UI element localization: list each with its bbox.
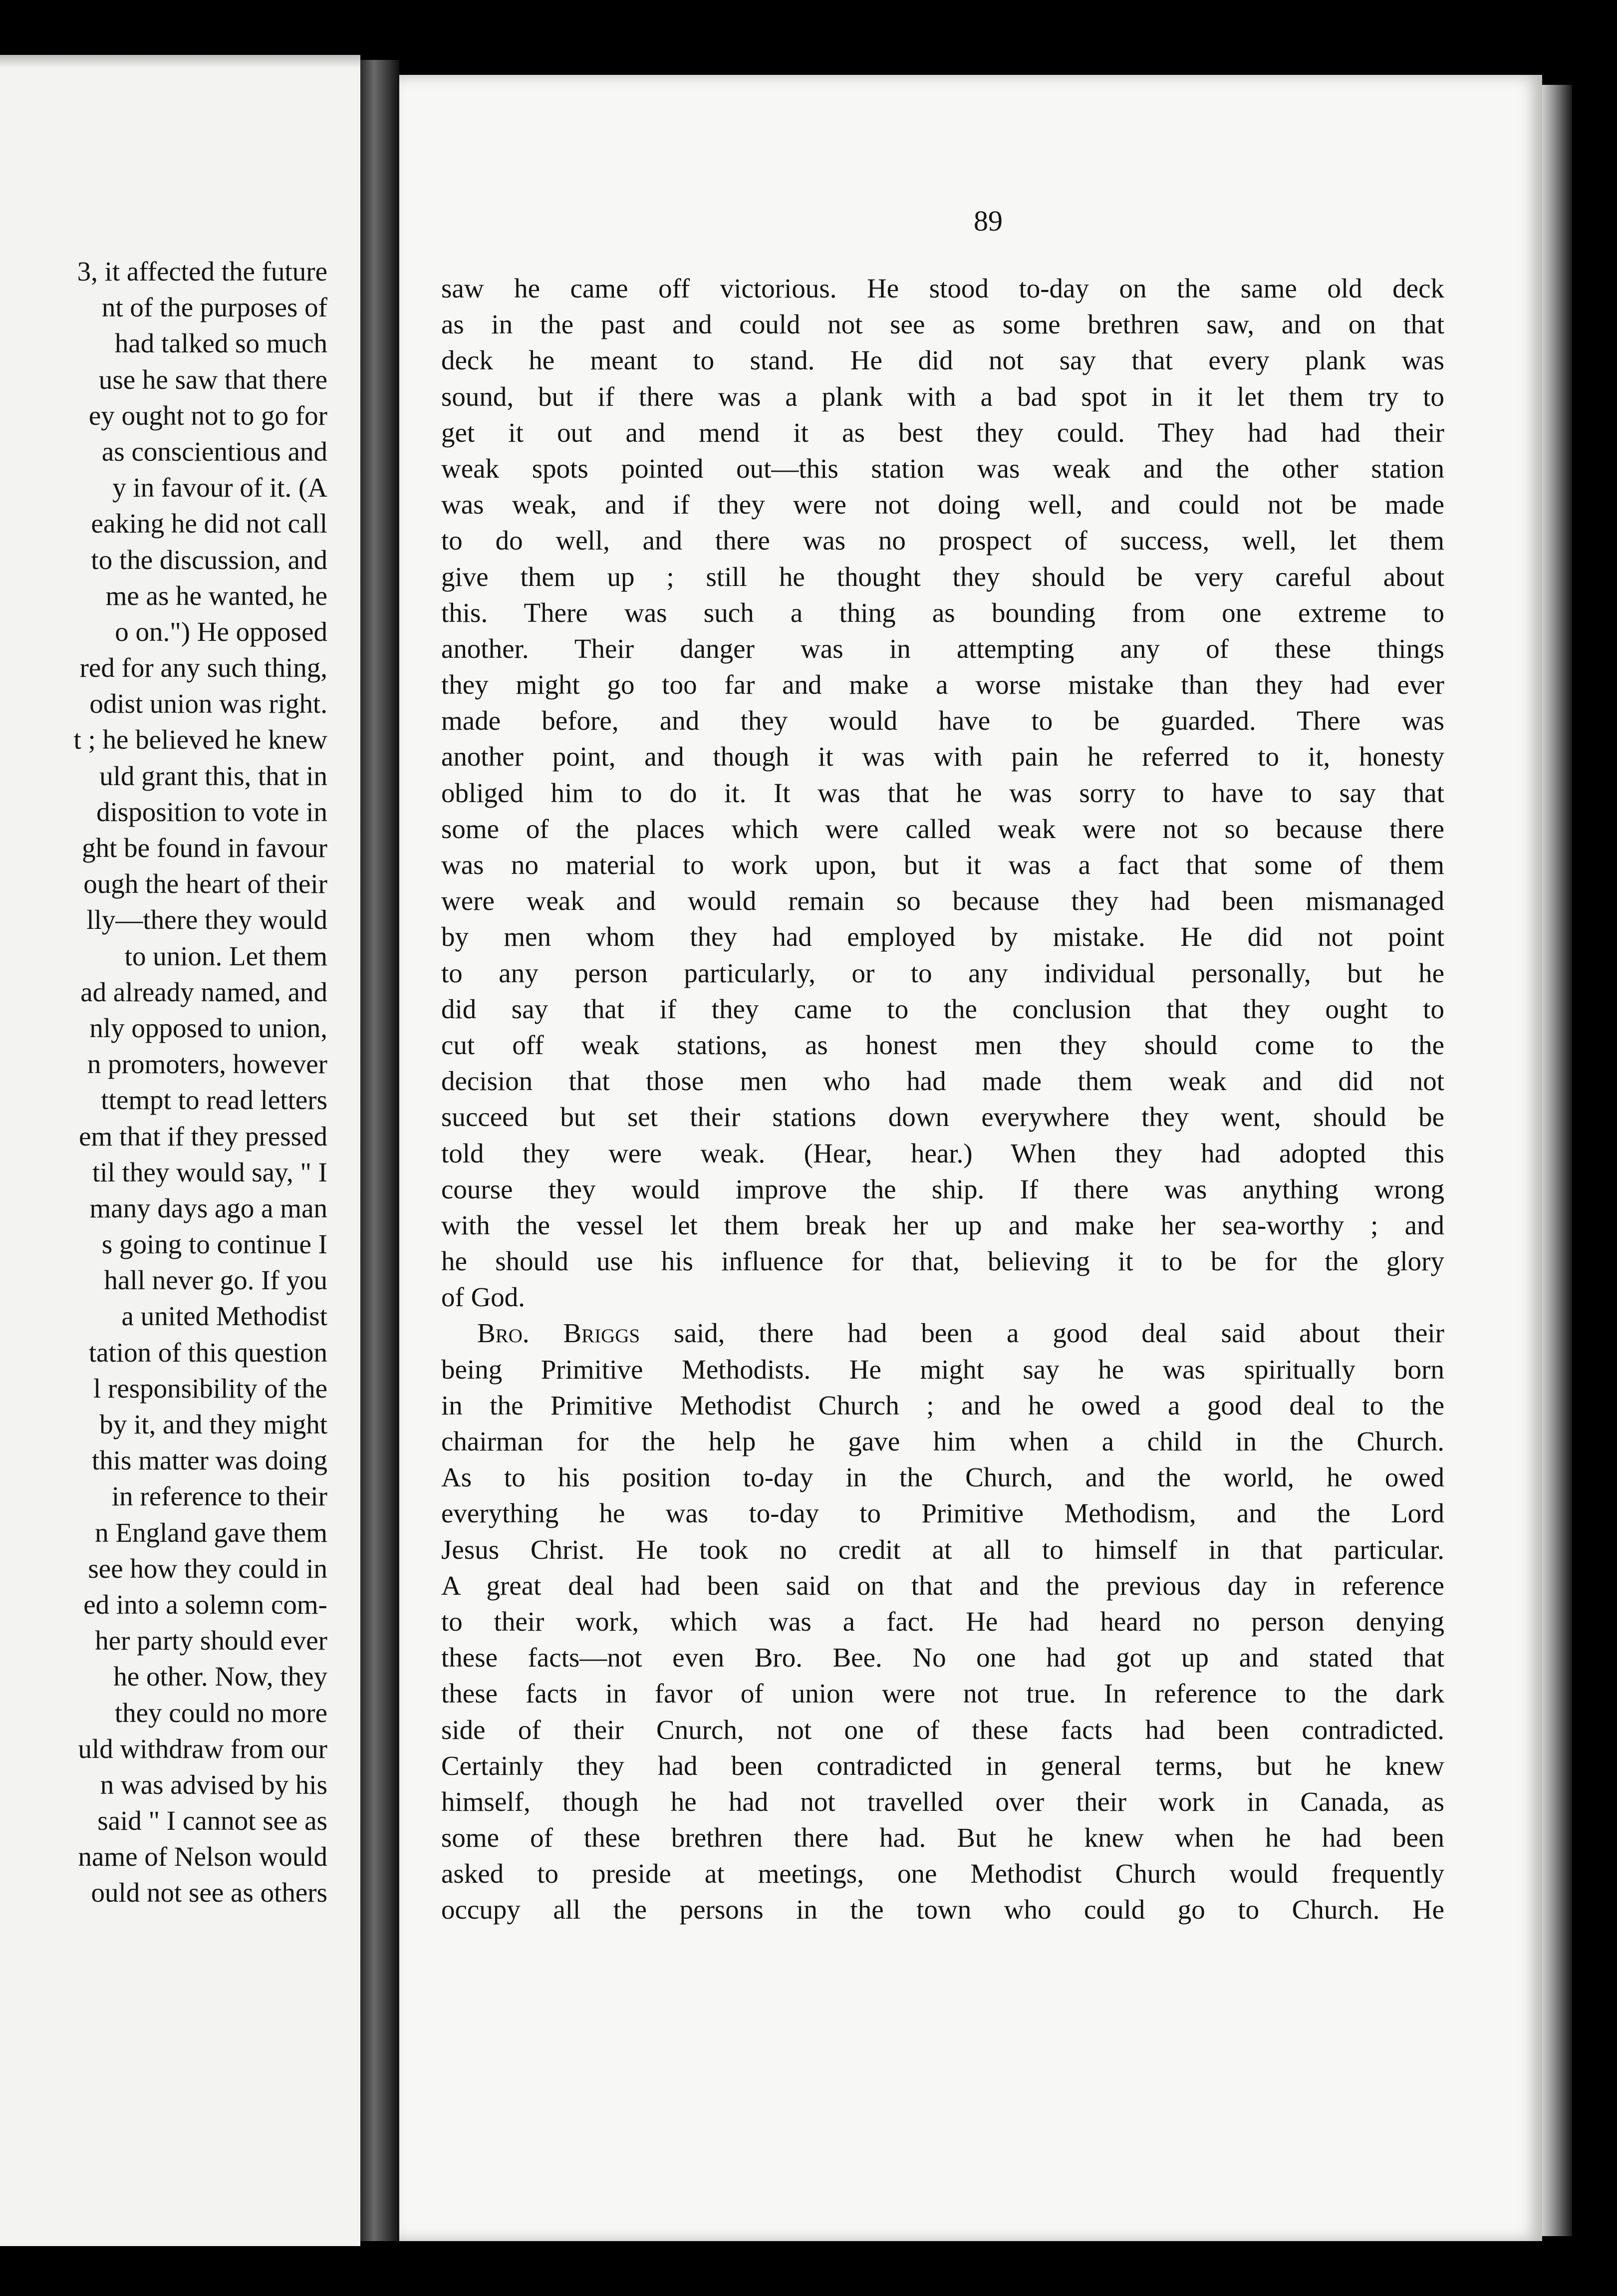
text-line: Jesus Christ. He took no credit at all to himself in that particular.	[441, 1534, 1444, 1565]
text-line: of God.	[441, 1282, 526, 1313]
text-line: told they were weak. (Hear, hear.) When they had adopted this	[441, 1138, 1444, 1168]
text-line: by men whom they had employed by mistake. He did not point	[441, 921, 1444, 952]
left-page-top-edge	[0, 55, 360, 68]
speaker-line-rest: said, there had been a good deal said about their	[640, 1318, 1444, 1349]
text-line: side of their Cnurch, not one of these facts had been contradicted.	[441, 1714, 1444, 1745]
text-line: with the vessel let them break her up and make her sea-worthy ; and	[441, 1209, 1444, 1240]
text-line: As to his position to-day in the Church, and the world, he owed	[441, 1462, 1444, 1493]
text-line: was no material to work upon, but it was a fact that some of them	[441, 850, 1444, 880]
text-line: these facts—not even Bro. Bee. No one had got up and stated that	[441, 1642, 1444, 1673]
text-line: n England gave them	[95, 1517, 327, 1548]
text-line: o on.") He opposed	[115, 616, 327, 647]
text-line: succeed but set their stations down everywhere they went, should be	[441, 1102, 1444, 1133]
left-page-text	[0, 254, 327, 1911]
text-line: to any person particularly, or to any individual personally, but he	[441, 957, 1444, 988]
text-line: asked to preside at meetings, one Methodist Church would frequently	[441, 1858, 1444, 1889]
right-page	[399, 75, 1542, 2241]
text-line: ey ought not to go for	[88, 400, 327, 431]
text-line: in reference to their	[111, 1481, 327, 1512]
text-line: decision that those men who had made them weak and did not	[441, 1066, 1444, 1097]
text-line: ough the heart of their	[83, 868, 327, 899]
text-line	[441, 1315, 1444, 1351]
text-line: ad already named, and	[80, 976, 327, 1007]
text-line: ould not see as others	[91, 1877, 327, 1908]
text-line: these facts in favor of union were not true. In reference to the dark	[441, 1678, 1444, 1709]
text-line: they could no more	[114, 1697, 327, 1728]
text-line: occupy all the persons in the town who could go to Church. He	[441, 1894, 1444, 1925]
text-line: as conscientious and	[101, 436, 327, 467]
left-page	[0, 55, 360, 2246]
text-line: eaking he did not call	[91, 508, 327, 539]
text-line: hall never go. If you	[104, 1265, 327, 1296]
text-line: y in favour of it. (A	[112, 472, 327, 503]
text-line: many days ago a man	[89, 1192, 327, 1223]
text-line: uld grant this, that in	[99, 760, 327, 791]
text-line: by it, and they might	[99, 1409, 327, 1439]
text-line: weak spots pointed out—this station was weak and the other station	[441, 453, 1444, 484]
text-line: give them up ; still he thought they should be very careful about	[441, 561, 1444, 592]
text-line: a united Methodist	[121, 1301, 327, 1332]
text-line: n was advised by his	[100, 1769, 327, 1800]
text-line: l responsibility of the	[93, 1373, 327, 1404]
text-line: another point, and though it was with pain he referred to it, honesty	[441, 741, 1444, 772]
text-line: odist union was right.	[89, 688, 327, 719]
text-line: cut off weak stations, as honest men they should come to the	[441, 1029, 1444, 1060]
text-line: some of these brethren there had. But he knew when he had been	[441, 1822, 1444, 1853]
text-line: this. There was such a thing as bounding from one extreme to	[441, 597, 1444, 628]
text-line: em that if they pressed	[79, 1121, 327, 1151]
page-body	[441, 271, 1444, 1928]
text-line: had talked so much	[114, 328, 327, 359]
text-line: 3, it affected the future	[77, 256, 327, 287]
text-line: did say that if they came to the conclusion that they ought to	[441, 993, 1444, 1024]
text-line: red for any such thing,	[79, 652, 327, 683]
text-line: said " I cannot see as	[97, 1805, 327, 1836]
text-line: this matter was doing	[91, 1445, 327, 1476]
page-number: 89	[974, 205, 1003, 237]
text-line: get it out and mend it as best they could. They had had their	[441, 417, 1444, 448]
text-line: course they would improve the ship. If there was anything wrong	[441, 1173, 1444, 1204]
text-line: made before, and they would have to be guarded. There was	[441, 705, 1444, 736]
text-line: ttempt to read letters	[101, 1085, 327, 1116]
text-line: to their work, which was a fact. He had heard no person denying	[441, 1606, 1444, 1637]
text-line: he other. Now, they	[113, 1661, 327, 1692]
text-line: uld withdraw from our	[78, 1733, 327, 1764]
text-line: see how they could in	[88, 1553, 327, 1584]
text-line: as in the past and could not see as some brethren saw, and on that	[441, 309, 1444, 340]
speaker-name: Bro. Briggs	[477, 1318, 640, 1349]
text-line: nt of the purposes of	[101, 292, 327, 323]
text-line: obliged him to do it. It was that he was sorry to have to say that	[441, 777, 1444, 808]
text-line: til they would say, " I	[92, 1156, 327, 1187]
text-line: to do well, and there was no prospect of success, well, let them	[441, 525, 1444, 556]
text-line: n promoters, however	[87, 1049, 327, 1080]
text-line: another. Their danger was in attempting any of these things	[441, 633, 1444, 664]
text-line: s going to continue I	[101, 1229, 327, 1260]
text-line: deck he meant to stand. He did not say that every plank was	[441, 345, 1444, 376]
book-gutter	[360, 60, 399, 2241]
text-line: her party should ever	[95, 1625, 327, 1656]
text-line: use he saw that there	[98, 364, 327, 395]
text-line: name of Nelson would	[78, 1841, 327, 1872]
text-line: ed into a solemn com-	[83, 1589, 327, 1620]
text-line: he should use his influence for that, believing it to be for the glory	[441, 1246, 1444, 1277]
text-line: himself, though he had not travelled over their work in Canada, as	[441, 1786, 1444, 1817]
paragraph-1	[441, 271, 1444, 1315]
text-line: sound, but if there was a plank with a bad spot in it let them try to	[441, 381, 1444, 412]
text-line: t ; he believed he knew	[73, 724, 327, 755]
text-line: disposition to vote in	[96, 796, 327, 827]
text-line: to the discussion, and	[91, 544, 327, 575]
text-line: me as he wanted, he	[105, 580, 327, 611]
text-line: to union. Let them	[124, 940, 327, 971]
text-line: some of the places which were called weak were not so because there	[441, 813, 1444, 844]
text-line: A great deal had been said on that and the previous day in reference	[441, 1570, 1444, 1601]
text-line: saw he came off victorious. He stood to-day on the same old deck	[441, 273, 1444, 303]
text-line: Certainly they had been contradicted in general terms, but he knew	[441, 1750, 1444, 1781]
paragraph-2	[441, 1315, 1444, 1928]
text-line: nly opposed to union,	[89, 1012, 327, 1043]
text-line: lly—there they would	[86, 904, 327, 935]
text-line: in the Primitive Methodist Church ; and he owed a good deal to the	[441, 1390, 1444, 1421]
text-line: was weak, and if they were not doing well, and could not be made	[441, 489, 1444, 520]
text-line: ght be found in favour	[82, 833, 327, 863]
right-page-edge	[1542, 85, 1572, 2236]
text-line: chairman for the help he gave him when a child in the Church.	[441, 1426, 1444, 1456]
text-line: they might go too far and make a worse mistake than they had ever	[441, 669, 1444, 700]
text-line: everything he was to-day to Primitive Methodism, and the Lord	[441, 1498, 1444, 1529]
text-line: being Primitive Methodists. He might say he was spiritually born	[441, 1354, 1444, 1385]
text-line: were weak and would remain so because they had been mismanaged	[441, 885, 1444, 916]
text-line: tation of this question	[88, 1337, 327, 1368]
